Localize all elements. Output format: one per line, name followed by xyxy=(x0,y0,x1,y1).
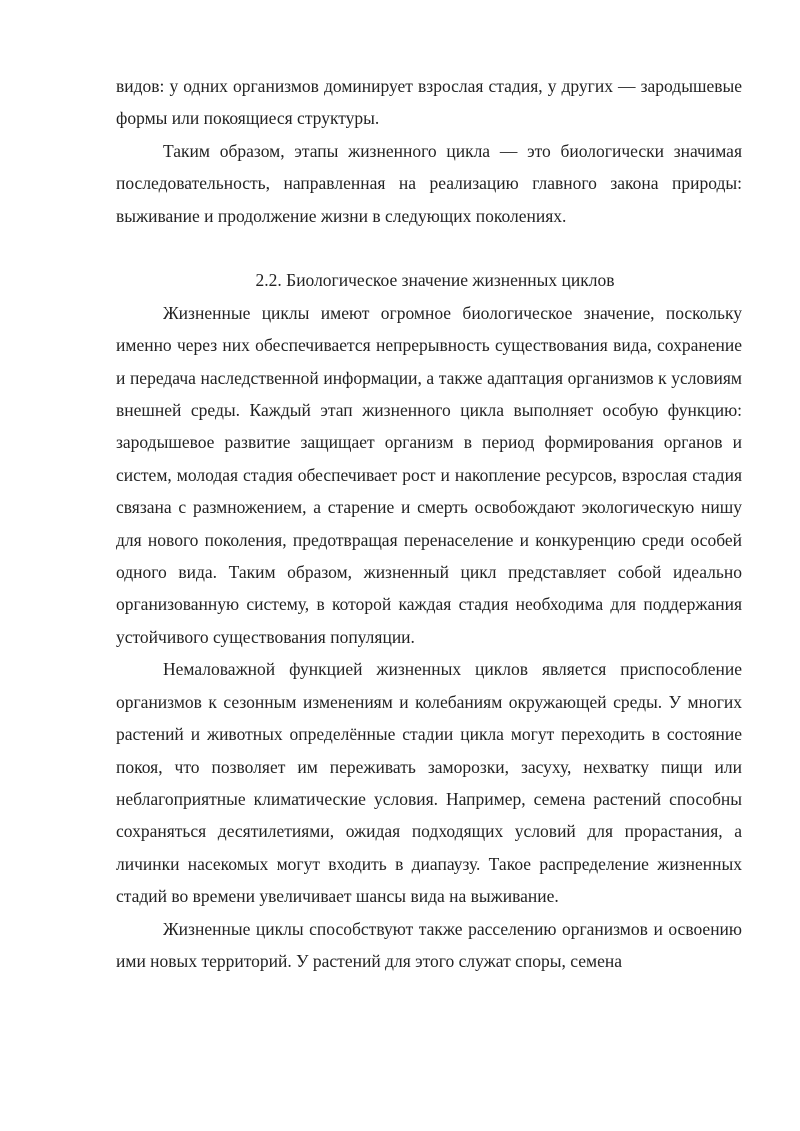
section-heading: 2.2. Биологическое значение жизненных циклов xyxy=(255,270,615,291)
body-paragraph: Немаловажной функцией жизненных циклов является приспособление организмов к сезонным изменениям и колебаниям окружающей среды. У многих растений и животных определённые стадии цикла могут переходить в состояние покоя, что позволяет им переживать заморозки, засуху, нехватку пищи или неблагоприятные климатические условия. Например, семена растений способны сохраняться десятилетиями, ожидая подходящих условий для прорастания, а личинки насекомых могут входить в диапаузу. Такое распределение жизненных стадий во времени увеличивает шансы вида на выживание. xyxy=(116,659,742,907)
document-body xyxy=(116,70,742,977)
blank-line xyxy=(116,232,742,264)
continuation-paragraph: видов: у одних организмов доминирует взрослая стадия, у других — зародышевые формы или покоящиеся структуры. xyxy=(116,76,742,129)
body-paragraph: Жизненные циклы имеют огромное биологическое значение, поскольку именно через них обеспечивается непрерывность существования вида, сохранение и передача наследственной информации, а также адаптация организмов к условиям внешней среды. Каждый этап жизненного цикла выполняет особую функцию: зародышевое развитие защищает организм в период формирования органов и систем, молодая стадия обеспечивает рост и накопление ресурсов, взрослая стадия связана с размножением, а старение и смерть освобождают экологическую нишу для нового поколения, предотвращая перенаселение и конкуренцию среди особей одного вида. Таким образом, жизненный цикл представляет собой идеально организованную систему, в которой каждая стадия необходима для поддержания устойчивого существования популяции. xyxy=(116,302,742,647)
conclusion-paragraph: Таким образом, этапы жизненного цикла — это биологически значимая последовательность, направленная на реализацию главного закона природы: выживание и продолжение жизни в следующих поколениях. xyxy=(116,140,742,226)
body-paragraph: Жизненные циклы способствуют также расселению организмов и освоению ими новых территорий. У растений для этого служат споры, семена xyxy=(116,918,742,971)
